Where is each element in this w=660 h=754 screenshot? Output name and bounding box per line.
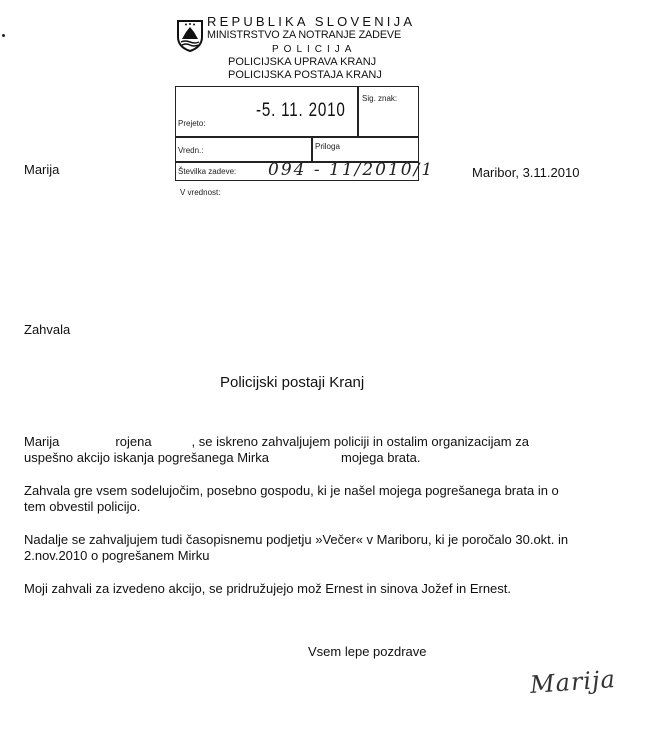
stamp-divider (311, 136, 313, 161)
signature: Marija (529, 665, 617, 699)
stamp-divider (175, 136, 419, 138)
value-in-label: V vrednost: (180, 188, 221, 197)
stamp-police: POLICIJA (272, 44, 357, 55)
coat-of-arms-icon (176, 19, 204, 53)
closing: Vsem lepe pozdrave (308, 644, 427, 659)
sign-label: Sig. znak: (362, 94, 398, 103)
paragraph-2-line-2: tem obvestil policijo. (24, 499, 141, 514)
paragraph-3-line-1: Nadalje se zahvaljujem tudi časopisnemu podjetju »Večer« v Mariboru, ki je poročalo 30.okt. in (24, 532, 569, 547)
paragraph-1-line-2: uspešno akcijo iskanja pogrešanega Mirka mojega brata. (24, 450, 421, 465)
paragraph-3-line-2: 2.nov.2010 o pogrešanem Mirku (24, 548, 210, 563)
stamp-ministry: MINISTRSTVO ZA NOTRANJE ZADEVE (207, 29, 402, 41)
scan-speck (2, 34, 5, 37)
stamp-police-admin: POLICIJSKA UPRAVA KRANJ (228, 56, 377, 68)
received-date: -5. 11. 2010 (256, 100, 346, 121)
received-label: Prejeto: (178, 119, 206, 128)
subject: Zahvala (24, 322, 71, 337)
place-date: Maribor, 3.11.2010 (472, 165, 580, 180)
paragraph-4: Moji zahvali za izvedeno akcijo, se pridružujejo mož Ernest in sinova Jožef in Ernest. (24, 581, 512, 596)
value-label: Vredn.: (178, 146, 204, 155)
stamp-republic: REPUBLIKA SLOVENIJA (207, 14, 416, 29)
case-number-value: 094 - 11/2010/1 (268, 160, 435, 180)
case-number-label: Številka zadeve: (178, 167, 237, 176)
sender-name: Marija (24, 162, 60, 177)
paragraph-2-line-1: Zahvala gre vsem sodelujočim, posebno gospodu, ki je našel mojega pogrešanega brata in o (24, 483, 559, 498)
stamp-divider (357, 86, 359, 136)
stamp-police-station: POLICIJSKA POSTAJA KRANJ (228, 69, 382, 81)
paragraph-1-line-1: Marija rojena , se iskreno zahvaljujem policiji in ostalim organizacijam za (24, 434, 529, 449)
attachment-label: Priloga (315, 142, 340, 151)
recipient: Policijski postaji Kranj (220, 374, 365, 391)
